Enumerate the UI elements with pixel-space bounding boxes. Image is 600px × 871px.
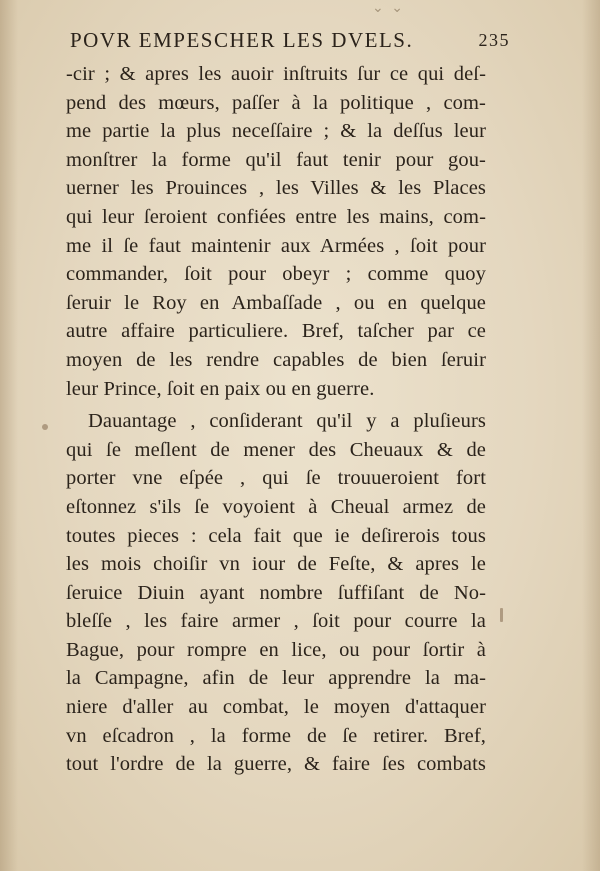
running-head xyxy=(70,28,510,53)
text-line: eſtonnez s'ils ſe voyoient à Cheual armez de xyxy=(66,495,486,518)
text-line: la Campagne, afin de leur apprendre la ma- xyxy=(66,667,486,690)
text-line: bleſſe , les faire armer , ſoit pour courre la xyxy=(66,610,486,633)
text-line: me partie la plus neceſſaire ; & la deſſus leur xyxy=(66,120,486,143)
ornament-fragment: ⌄ ⌄ xyxy=(372,1,405,16)
text-line: -cir ; & apres les auoir inſtruits ſur ce qui deſ- xyxy=(66,63,486,85)
page-number: 235 xyxy=(478,30,510,50)
text-line: toutes pieces : cela fait que ie deſirerois tous xyxy=(66,524,486,547)
text-line: ſeruice Diuin ayant nombre ſuffiſant de No- xyxy=(66,581,486,604)
text-line: leur Prince, ſoit en paix ou en guerre. xyxy=(66,377,375,400)
text-line: monſtrer la forme qu'il faut tenir pour gou- xyxy=(66,148,486,171)
text-line: qui leur ſeroient confiées entre les mains, com- xyxy=(66,205,486,228)
text-line: tout l'ordre de la guerre, & faire ſes combats xyxy=(66,753,486,776)
text-line: porter vne eſpée , qui ſe trouueroient fort xyxy=(66,467,486,490)
text-line: me il ſe faut maintenir aux Armées , ſoit pour xyxy=(66,234,486,257)
paragraph-2 xyxy=(66,407,486,779)
left-edge-shadow xyxy=(0,0,18,871)
text-line: commander, ſoit pour obeyr ; comme quoy xyxy=(66,263,486,286)
text-line: ſeruir le Roy en Ambaſſade , ou en quelque xyxy=(66,291,486,314)
text-line: pend des mœurs, paſſer à la politique , com- xyxy=(66,91,486,114)
paragraph-1 xyxy=(66,60,486,403)
ink-spot xyxy=(42,424,48,430)
right-edge-shadow xyxy=(582,0,600,871)
text-line: les mois choiſir vn iour de Feſte, & apres le xyxy=(66,553,486,576)
text-line: autre affaire particuliere. Bref, taſcher par ce xyxy=(66,320,486,343)
ink-mark xyxy=(500,608,503,622)
text-line: vn eſcadron , la forme de ſe retirer. Bref, xyxy=(66,724,486,747)
text-line: qui ſe meſlent de mener des Cheuaux & de xyxy=(66,438,486,461)
text-line: Bague, pour rompre en lice, ou pour ſortir à xyxy=(66,638,486,661)
text-line: niere d'aller au combat, le moyen d'attaquer xyxy=(66,696,486,719)
text-line: Dauantage , conſiderant qu'il y a pluſieurs xyxy=(88,410,486,433)
text-line: uerner les Prouinces , les Villes & les Places xyxy=(66,177,486,200)
running-title: POVR EMPESCHER LES DVELS. xyxy=(70,28,414,52)
text-block xyxy=(66,60,486,779)
text-line: moyen de les rendre capables de bien ſeruir xyxy=(66,348,486,371)
